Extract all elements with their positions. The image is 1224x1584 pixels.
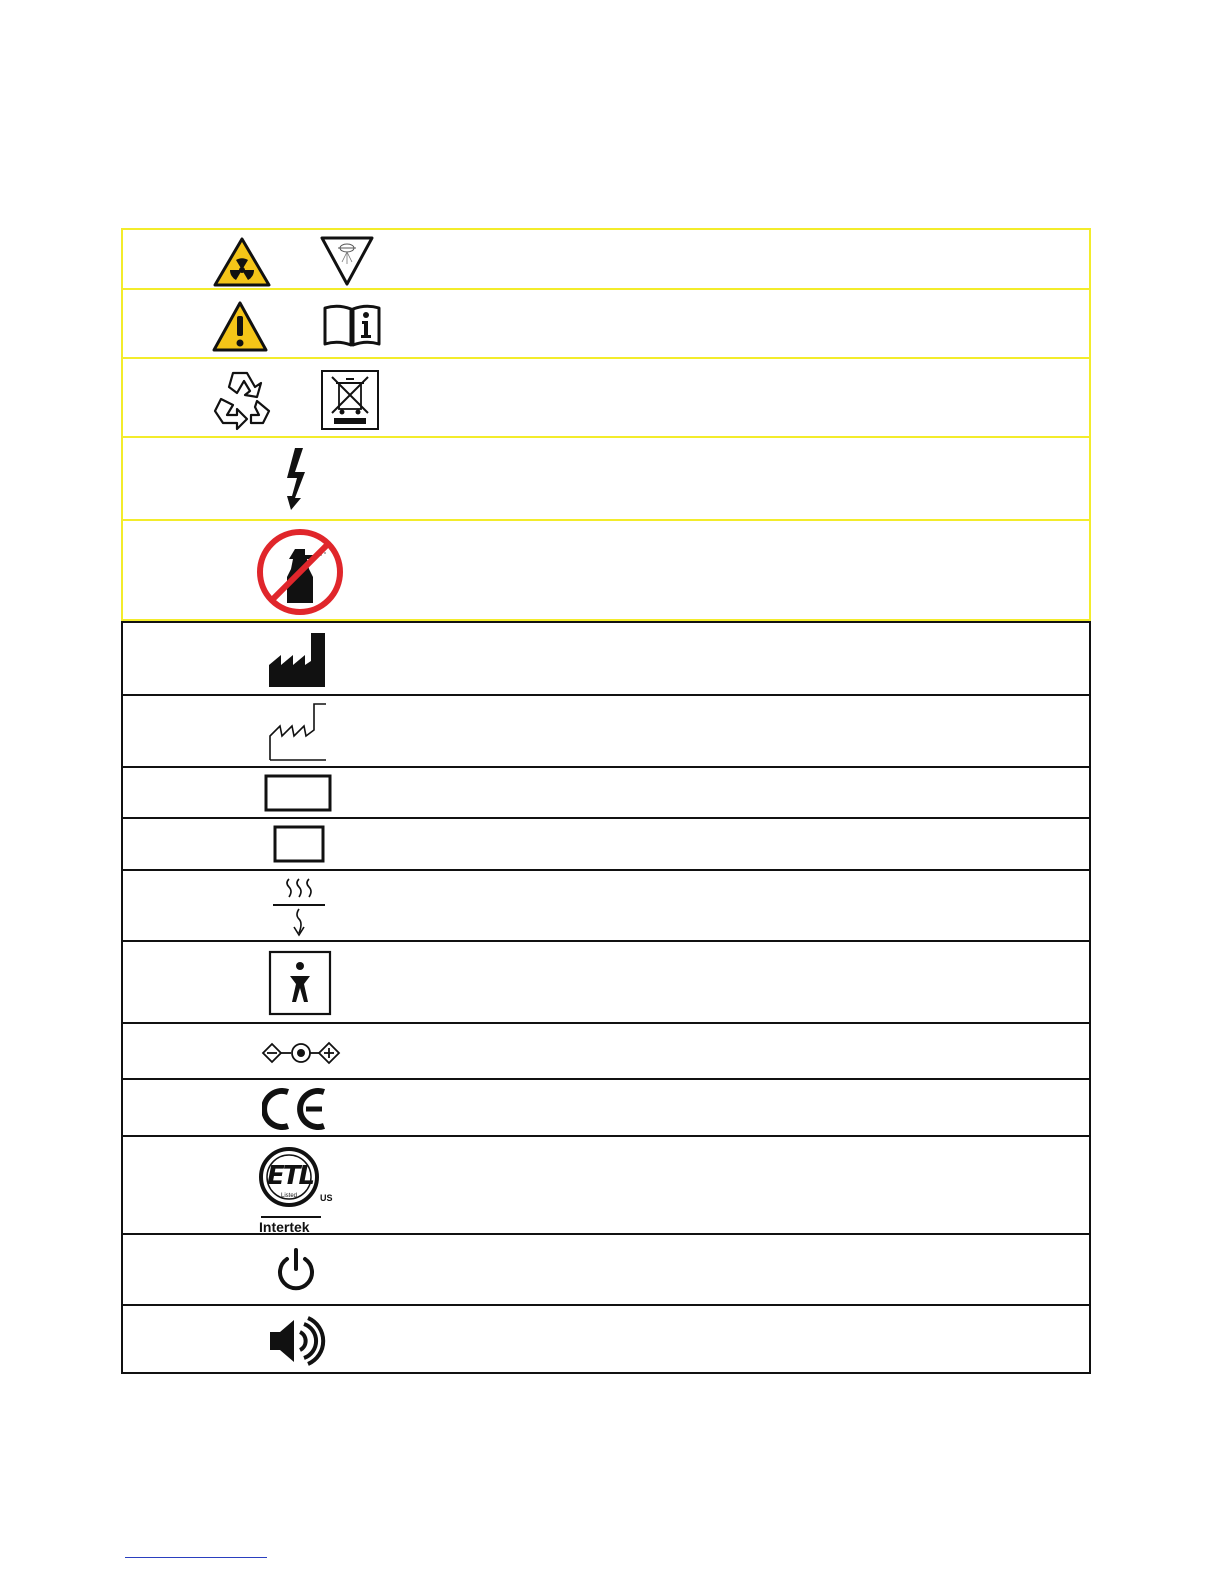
dangerous-voltage-icon [281, 446, 315, 512]
etl-mark-text: ETL [267, 1161, 314, 1191]
symbol-row-type-b-applied-part [121, 942, 1091, 1024]
symbol-row-caution-and-instructions [121, 290, 1091, 359]
etl-intertek-text: Intertek [259, 1219, 310, 1235]
symbol-row-recycle-and-weee [121, 359, 1091, 438]
etl-listed-intertek-icon [257, 1145, 337, 1235]
symbol-row-power [121, 1235, 1091, 1306]
symbol-row-serial-number [121, 768, 1091, 819]
type-b-applied-part-icon [268, 950, 332, 1016]
symbols-table [121, 228, 1091, 1374]
symbol-row-dc-polarity [121, 1024, 1091, 1080]
reference-number-box-icon [273, 825, 325, 863]
etl-listed-text: Listed [280, 1193, 297, 1199]
symbol-row-manufacturer [121, 621, 1091, 696]
weee-crossed-bin-icon [320, 369, 380, 431]
manufacturer-icon [267, 631, 327, 689]
etl-us-text: US [320, 1193, 333, 1203]
consult-instructions-icon [322, 302, 382, 348]
recycle-icon [211, 367, 273, 431]
caution-warning-icon [211, 300, 269, 354]
x-ray-tube-icon [318, 234, 376, 288]
symbol-row-radiation-and-xray [121, 228, 1091, 290]
radiation-warning-icon [212, 236, 272, 288]
symbol-row-no-spray [121, 521, 1091, 621]
ce-mark-icon [262, 1088, 332, 1130]
symbol-row-dangerous-voltage [121, 438, 1091, 521]
footer-link-underline[interactable] [125, 1557, 267, 1558]
date-of-manufacture-icon [268, 702, 328, 762]
symbol-row-humidity-limit [121, 871, 1091, 942]
symbol-row-etl-listed [121, 1137, 1091, 1235]
symbol-row-reference-number [121, 819, 1091, 871]
power-icon [275, 1247, 317, 1295]
no-spray-icon [255, 529, 345, 615]
serial-number-box-icon [264, 774, 332, 812]
symbol-row-date-of-manufacture [121, 696, 1091, 768]
dc-polarity-icon [259, 1038, 343, 1068]
symbol-row-audio [121, 1306, 1091, 1374]
symbol-row-ce-mark [121, 1080, 1091, 1137]
humidity-limitation-icon [271, 875, 327, 939]
speaker-icon [268, 1314, 328, 1368]
